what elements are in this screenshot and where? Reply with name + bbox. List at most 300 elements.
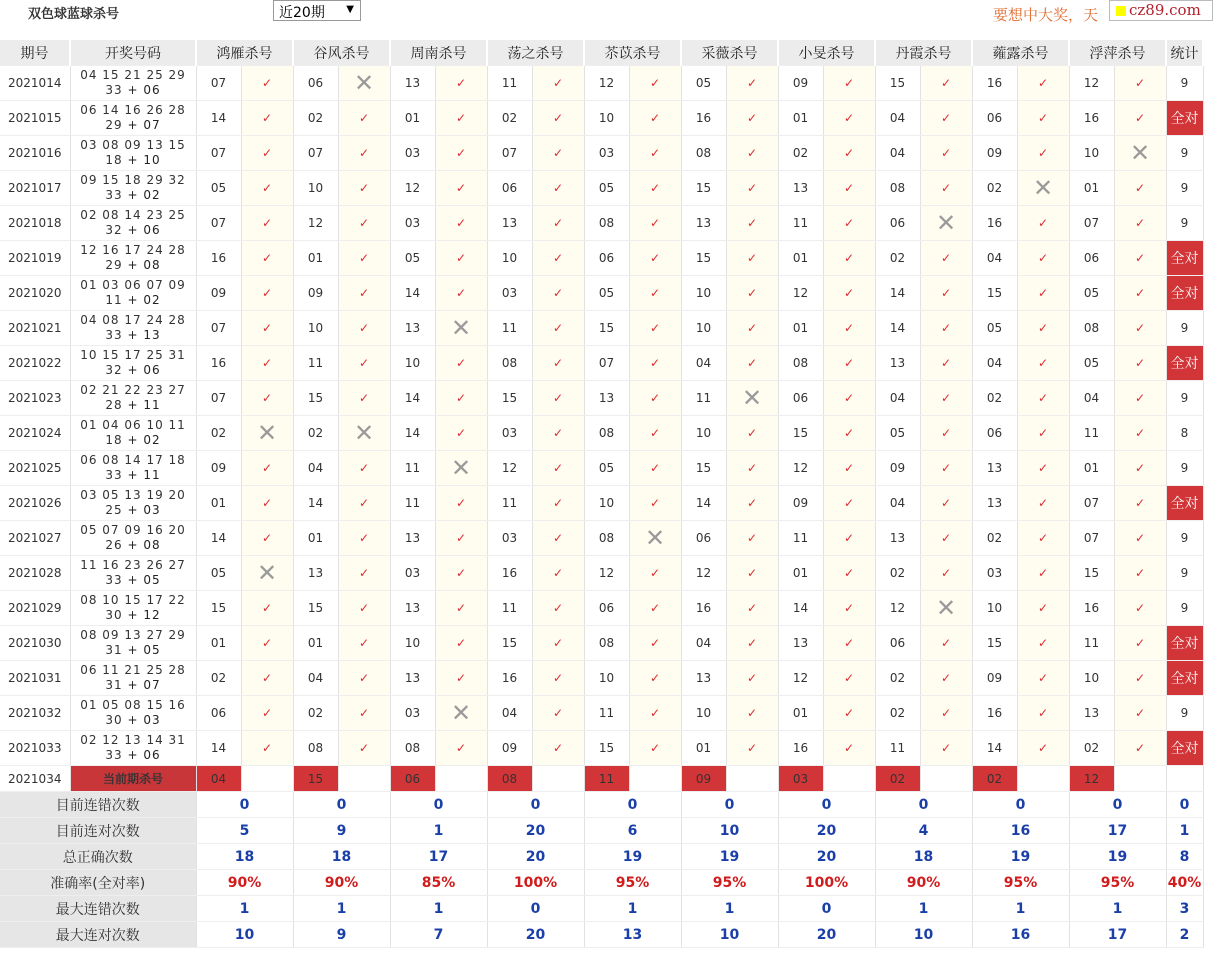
kill-number: 15 xyxy=(972,276,1017,311)
check-icon: ✓ xyxy=(532,66,584,101)
red-balls: 12 16 17 24 28 xyxy=(80,243,186,257)
kill-number: 08 xyxy=(584,626,629,661)
summary-value: 20 xyxy=(487,844,584,870)
check-icon: ✓ xyxy=(435,626,487,661)
kill-number: 14 xyxy=(196,101,241,136)
check-icon: ✓ xyxy=(1114,661,1166,696)
kill-number: 13 xyxy=(1069,696,1114,731)
period-number: 2021025 xyxy=(0,451,70,486)
kill-number: 08 xyxy=(778,346,823,381)
period-number: 2021017 xyxy=(0,171,70,206)
check-icon: ✓ xyxy=(241,206,293,241)
check-icon: ✓ xyxy=(532,486,584,521)
red-ball-last: 31 xyxy=(105,678,123,692)
table-row xyxy=(0,556,1203,591)
summary-value: 0 xyxy=(1166,792,1203,818)
summary-value: 1 xyxy=(972,896,1069,922)
check-icon: ✓ xyxy=(726,171,778,206)
draw-numbers xyxy=(70,521,196,556)
kill-number: 09 xyxy=(196,451,241,486)
red-balls: 01 04 06 10 11 xyxy=(80,418,186,432)
check-icon: ✓ xyxy=(920,696,972,731)
kill-number: 03 xyxy=(584,136,629,171)
kill-number: 09 xyxy=(972,661,1017,696)
blue-ball: 02 xyxy=(143,293,161,307)
check-icon: ✓ xyxy=(920,136,972,171)
kill-number: 14 xyxy=(778,591,823,626)
current-period-row xyxy=(0,766,1203,792)
kill-number-table xyxy=(0,40,1204,948)
summary-value: 17 xyxy=(390,844,487,870)
summary-value: 16 xyxy=(972,922,1069,948)
column-header: 小旻杀号 xyxy=(778,40,875,66)
kill-number: 01 xyxy=(778,696,823,731)
kill-number: 08 xyxy=(1069,311,1114,346)
kill-number: 10 xyxy=(584,101,629,136)
kill-number: 02 xyxy=(293,416,338,451)
check-icon: ✓ xyxy=(532,311,584,346)
period-range-select[interactable] xyxy=(273,0,361,21)
kill-number: 04 xyxy=(972,346,1017,381)
summary-row xyxy=(0,792,1203,818)
kill-number: 02 xyxy=(487,101,532,136)
draw-numbers xyxy=(70,171,196,206)
table-row xyxy=(0,276,1203,311)
period-number: 2021020 xyxy=(0,276,70,311)
kill-number: 03 xyxy=(487,416,532,451)
period-number: 2021018 xyxy=(0,206,70,241)
blue-ball: 08 xyxy=(143,258,161,272)
check-icon: ✓ xyxy=(435,416,487,451)
kill-number: 13 xyxy=(681,206,726,241)
check-icon: ✓ xyxy=(338,556,390,591)
check-icon: ✓ xyxy=(629,381,681,416)
red-ball-last: 29 xyxy=(105,118,123,132)
summary-label: 最大连对次数 xyxy=(0,922,196,948)
check-icon: ✓ xyxy=(823,626,875,661)
kill-number: 10 xyxy=(681,276,726,311)
kill-number: 10 xyxy=(293,171,338,206)
check-icon: ✓ xyxy=(435,206,487,241)
check-icon: ✓ xyxy=(1114,626,1166,661)
check-icon: ✓ xyxy=(726,661,778,696)
current-kill-spacer xyxy=(1114,766,1166,792)
check-icon: ✓ xyxy=(726,416,778,451)
kill-number: 09 xyxy=(196,276,241,311)
check-icon: ✓ xyxy=(920,276,972,311)
column-header: 周南杀号 xyxy=(390,40,487,66)
kill-number: 14 xyxy=(875,276,920,311)
red-balls: 02 12 13 14 31 xyxy=(80,733,186,747)
table-row xyxy=(0,451,1203,486)
kill-number: 04 xyxy=(875,381,920,416)
check-icon: ✓ xyxy=(629,276,681,311)
summary-value: 95% xyxy=(681,870,778,896)
plus-sign: + xyxy=(122,153,144,167)
summary-value: 20 xyxy=(487,922,584,948)
dropdown-arrow-icon: ▼ xyxy=(346,4,354,15)
current-kill-number: 02 xyxy=(972,766,1017,792)
kill-number: 05 xyxy=(875,416,920,451)
check-icon: ✓ xyxy=(435,276,487,311)
check-icon: ✓ xyxy=(532,661,584,696)
kill-number: 13 xyxy=(487,206,532,241)
kill-number: 09 xyxy=(293,276,338,311)
summary-value: 7 xyxy=(390,922,487,948)
kill-number: 13 xyxy=(390,66,435,101)
red-ball-last: 28 xyxy=(105,398,123,412)
check-icon: ✓ xyxy=(1017,486,1069,521)
summary-value: 20 xyxy=(778,818,875,844)
blue-ball: 03 xyxy=(143,713,161,727)
promo-slogan[interactable]: 要想中大奖，天 xyxy=(993,6,1099,24)
red-balls: 03 08 09 13 15 xyxy=(80,138,186,152)
kill-number: 05 xyxy=(390,241,435,276)
red-ball-last: 29 xyxy=(105,258,123,272)
plus-sign: + xyxy=(122,118,144,132)
all-correct-badge: 全对 xyxy=(1166,241,1203,276)
check-icon: ✓ xyxy=(726,241,778,276)
kill-number: 01 xyxy=(293,241,338,276)
kill-number: 15 xyxy=(584,311,629,346)
kill-number: 05 xyxy=(972,311,1017,346)
kill-number: 14 xyxy=(681,486,726,521)
check-icon: ✓ xyxy=(338,661,390,696)
kill-number: 14 xyxy=(390,381,435,416)
summary-value: 0 xyxy=(875,792,972,818)
check-icon: ✓ xyxy=(920,416,972,451)
column-header: 鸿雁杀号 xyxy=(196,40,293,66)
summary-row xyxy=(0,870,1203,896)
kill-number: 11 xyxy=(584,696,629,731)
kill-number: 09 xyxy=(972,136,1017,171)
kill-number: 06 xyxy=(196,696,241,731)
period-number: 2021014 xyxy=(0,66,70,101)
kill-number: 05 xyxy=(1069,346,1114,381)
kill-number: 07 xyxy=(1069,486,1114,521)
current-kill-spacer xyxy=(338,766,390,792)
check-icon: ✓ xyxy=(338,451,390,486)
current-kill-number: 03 xyxy=(778,766,823,792)
kill-number: 06 xyxy=(584,241,629,276)
kill-number: 14 xyxy=(390,276,435,311)
column-header: 期号 xyxy=(0,40,70,66)
cross-icon: ✕ xyxy=(629,521,681,556)
kill-number: 11 xyxy=(293,346,338,381)
check-icon: ✓ xyxy=(823,591,875,626)
blue-ball: 11 xyxy=(143,468,161,482)
kill-number: 05 xyxy=(584,171,629,206)
check-icon: ✓ xyxy=(435,661,487,696)
kill-number: 11 xyxy=(778,521,823,556)
red-balls: 09 15 18 29 32 xyxy=(80,173,186,187)
correct-count: 9 xyxy=(1166,696,1203,731)
check-icon: ✓ xyxy=(1114,556,1166,591)
draw-numbers xyxy=(70,451,196,486)
current-kill-spacer xyxy=(823,766,875,792)
kill-number: 13 xyxy=(390,591,435,626)
summary-value: 0 xyxy=(390,792,487,818)
check-icon: ✓ xyxy=(1114,731,1166,766)
table-row xyxy=(0,521,1203,556)
check-icon: ✓ xyxy=(629,451,681,486)
kill-number: 01 xyxy=(778,241,823,276)
check-icon: ✓ xyxy=(920,171,972,206)
kill-number: 11 xyxy=(778,206,823,241)
summary-value: 10 xyxy=(875,922,972,948)
all-correct-badge: 全对 xyxy=(1166,276,1203,311)
check-icon: ✓ xyxy=(629,311,681,346)
check-icon: ✓ xyxy=(532,276,584,311)
summary-value: 19 xyxy=(1069,844,1166,870)
plus-sign: + xyxy=(122,258,144,272)
plus-sign: + xyxy=(122,83,144,97)
kill-number: 01 xyxy=(390,101,435,136)
red-balls: 05 07 09 16 20 xyxy=(80,523,186,537)
correct-count: 9 xyxy=(1166,381,1203,416)
table-row xyxy=(0,241,1203,276)
summary-value: 5 xyxy=(196,818,293,844)
column-header: 苶苡杀号 xyxy=(584,40,681,66)
kill-number: 12 xyxy=(293,206,338,241)
red-balls: 04 08 17 24 28 xyxy=(80,313,186,327)
check-icon: ✓ xyxy=(726,311,778,346)
site-logo[interactable] xyxy=(1109,0,1213,21)
kill-number: 10 xyxy=(293,311,338,346)
check-icon: ✓ xyxy=(1114,591,1166,626)
red-balls: 06 14 16 26 28 xyxy=(80,103,186,117)
kill-number: 02 xyxy=(196,416,241,451)
check-icon: ✓ xyxy=(726,591,778,626)
kill-number: 07 xyxy=(196,136,241,171)
kill-number: 07 xyxy=(1069,206,1114,241)
kill-number: 15 xyxy=(875,66,920,101)
kill-number: 05 xyxy=(1069,276,1114,311)
kill-number: 14 xyxy=(196,731,241,766)
red-ball-last: 33 xyxy=(105,188,123,202)
correct-count: 9 xyxy=(1166,171,1203,206)
column-header: 荡之杀号 xyxy=(487,40,584,66)
plus-sign: + xyxy=(122,608,144,622)
check-icon: ✓ xyxy=(338,591,390,626)
kill-number: 15 xyxy=(293,591,338,626)
summary-value: 90% xyxy=(875,870,972,896)
kill-number: 13 xyxy=(778,626,823,661)
correct-count: 9 xyxy=(1166,311,1203,346)
kill-number: 08 xyxy=(584,416,629,451)
check-icon: ✓ xyxy=(435,521,487,556)
check-icon: ✓ xyxy=(1114,451,1166,486)
check-icon: ✓ xyxy=(338,171,390,206)
kill-number: 08 xyxy=(487,346,532,381)
plus-sign: + xyxy=(122,503,144,517)
check-icon: ✓ xyxy=(435,346,487,381)
summary-value: 1 xyxy=(1166,818,1203,844)
summary-value: 85% xyxy=(390,870,487,896)
red-balls: 11 16 23 26 27 xyxy=(80,558,186,572)
check-icon: ✓ xyxy=(1017,451,1069,486)
table-row xyxy=(0,171,1203,206)
period-number: 2021022 xyxy=(0,346,70,381)
kill-number: 13 xyxy=(293,556,338,591)
check-icon: ✓ xyxy=(920,661,972,696)
check-icon: ✓ xyxy=(629,591,681,626)
check-icon: ✓ xyxy=(629,626,681,661)
period-number: 2021026 xyxy=(0,486,70,521)
summary-value: 0 xyxy=(487,792,584,818)
kill-number: 10 xyxy=(1069,661,1114,696)
kill-number: 15 xyxy=(778,416,823,451)
kill-number: 03 xyxy=(487,276,532,311)
all-correct-badge: 全对 xyxy=(1166,661,1203,696)
kill-number: 11 xyxy=(487,311,532,346)
correct-count: 9 xyxy=(1166,451,1203,486)
summary-value: 0 xyxy=(293,792,390,818)
check-icon: ✓ xyxy=(241,731,293,766)
draw-numbers xyxy=(70,486,196,521)
kill-number: 04 xyxy=(875,486,920,521)
red-ball-last: 33 xyxy=(105,573,123,587)
summary-label: 最大连错次数 xyxy=(0,896,196,922)
kill-number: 16 xyxy=(1069,591,1114,626)
kill-number: 06 xyxy=(1069,241,1114,276)
kill-number: 13 xyxy=(972,486,1017,521)
red-balls: 06 08 14 17 18 xyxy=(80,453,186,467)
draw-numbers xyxy=(70,416,196,451)
kill-number: 09 xyxy=(778,486,823,521)
check-icon: ✓ xyxy=(823,311,875,346)
summary-value: 0 xyxy=(778,792,875,818)
summary-value: 0 xyxy=(196,792,293,818)
draw-numbers xyxy=(70,731,196,766)
kill-number: 04 xyxy=(487,696,532,731)
kill-number: 10 xyxy=(584,486,629,521)
kill-number: 14 xyxy=(390,416,435,451)
correct-count: 9 xyxy=(1166,206,1203,241)
kill-number: 16 xyxy=(972,206,1017,241)
check-icon: ✓ xyxy=(532,591,584,626)
kill-number: 10 xyxy=(681,311,726,346)
check-icon: ✓ xyxy=(435,66,487,101)
kill-number: 04 xyxy=(1069,381,1114,416)
summary-value: 1 xyxy=(681,896,778,922)
check-icon: ✓ xyxy=(823,241,875,276)
blue-ball: 07 xyxy=(143,678,161,692)
blue-ball: 06 xyxy=(143,748,161,762)
column-header: 统计 xyxy=(1166,40,1203,66)
kill-number: 10 xyxy=(1069,136,1114,171)
column-header: 开奖号码 xyxy=(70,40,196,66)
check-icon: ✓ xyxy=(823,136,875,171)
draw-numbers xyxy=(70,311,196,346)
summary-row xyxy=(0,844,1203,870)
table-row xyxy=(0,311,1203,346)
kill-number: 01 xyxy=(681,731,726,766)
draw-numbers xyxy=(70,626,196,661)
summary-value: 0 xyxy=(487,896,584,922)
summary-value: 18 xyxy=(875,844,972,870)
red-ball-last: 30 xyxy=(105,713,123,727)
kill-number: 01 xyxy=(1069,171,1114,206)
summary-value: 2 xyxy=(1166,922,1203,948)
draw-numbers xyxy=(70,346,196,381)
current-kill-spacer xyxy=(726,766,778,792)
check-icon: ✓ xyxy=(241,276,293,311)
check-icon: ✓ xyxy=(338,206,390,241)
blue-ball: 02 xyxy=(143,188,161,202)
kill-number: 08 xyxy=(681,136,726,171)
summary-value: 1 xyxy=(196,896,293,922)
summary-value: 90% xyxy=(293,870,390,896)
check-icon: ✓ xyxy=(435,241,487,276)
check-icon: ✓ xyxy=(532,206,584,241)
summary-value: 20 xyxy=(487,818,584,844)
kill-number: 10 xyxy=(681,696,726,731)
current-kill-number: 15 xyxy=(293,766,338,792)
check-icon: ✓ xyxy=(532,241,584,276)
table-row xyxy=(0,416,1203,451)
kill-number: 02 xyxy=(196,661,241,696)
plus-sign: + xyxy=(122,328,144,342)
plus-sign: + xyxy=(122,363,144,377)
red-balls: 04 15 21 25 29 xyxy=(80,68,186,82)
current-stat-empty xyxy=(1166,766,1203,792)
kill-number: 09 xyxy=(778,66,823,101)
check-icon: ✓ xyxy=(532,556,584,591)
current-kill-number: 02 xyxy=(875,766,920,792)
blue-ball: 07 xyxy=(143,118,161,132)
all-correct-badge: 全对 xyxy=(1166,626,1203,661)
kill-number: 12 xyxy=(681,556,726,591)
check-icon: ✓ xyxy=(1017,416,1069,451)
blue-ball: 05 xyxy=(143,643,161,657)
kill-number: 15 xyxy=(1069,556,1114,591)
red-ball-last: 25 xyxy=(105,503,123,517)
check-icon: ✓ xyxy=(241,101,293,136)
check-icon: ✓ xyxy=(823,451,875,486)
plus-sign: + xyxy=(122,398,144,412)
summary-value: 95% xyxy=(972,870,1069,896)
draw-numbers xyxy=(70,101,196,136)
kill-number: 01 xyxy=(293,521,338,556)
kill-number: 11 xyxy=(390,486,435,521)
table-header xyxy=(0,40,1203,66)
red-ball-last: 18 xyxy=(105,433,123,447)
check-icon: ✓ xyxy=(241,626,293,661)
kill-number: 08 xyxy=(293,731,338,766)
summary-value: 1 xyxy=(390,896,487,922)
check-icon: ✓ xyxy=(726,136,778,171)
current-kill-spacer xyxy=(241,766,293,792)
summary-value: 19 xyxy=(584,844,681,870)
summary-value: 19 xyxy=(681,844,778,870)
check-icon: ✓ xyxy=(726,101,778,136)
cross-icon: ✕ xyxy=(920,206,972,241)
draw-numbers xyxy=(70,591,196,626)
check-icon: ✓ xyxy=(920,451,972,486)
summary-value: 0 xyxy=(584,792,681,818)
summary-value: 1 xyxy=(1069,896,1166,922)
logo-text: cz89.com xyxy=(1129,1,1201,19)
red-balls: 01 03 06 07 09 xyxy=(80,278,186,292)
check-icon: ✓ xyxy=(338,136,390,171)
summary-value: 0 xyxy=(681,792,778,818)
check-icon: ✓ xyxy=(920,346,972,381)
draw-numbers xyxy=(70,206,196,241)
cross-icon: ✕ xyxy=(241,416,293,451)
kill-number: 13 xyxy=(778,171,823,206)
cross-icon: ✕ xyxy=(726,381,778,416)
